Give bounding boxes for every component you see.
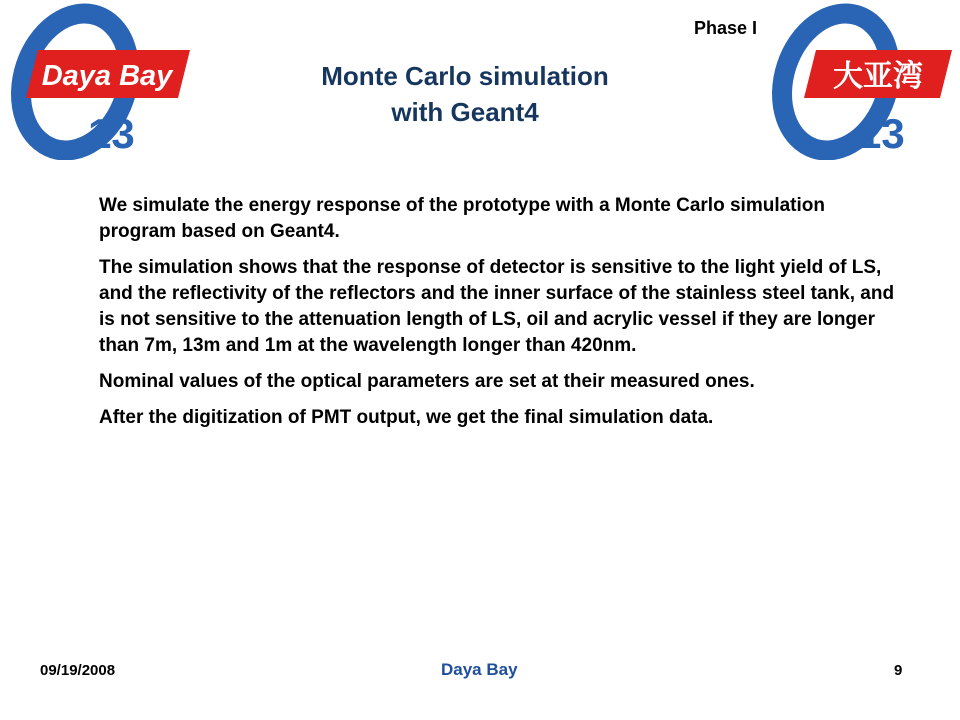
body-paragraph: The simulation shows that the response of detector is sensitive to the light yield of LS, and the reflectivity of the reflectors and the inner surface of the stainless steel tank, and is not sensitive to the attenuation length of LS, oil and acrylic vessel if they are longer than 7m, 13m and 1m at the wavelength longer than 420nm. xyxy=(99,257,895,356)
slide-title-line-2: with Geant4 xyxy=(391,97,539,127)
logo-sub-text: 13 xyxy=(858,110,905,157)
footer-date: 09/19/2008 xyxy=(40,662,116,679)
body-paragraph: We simulate the energy response of the prototype with a Monte Carlo simulation program based on Geant4. xyxy=(99,195,825,242)
daya-bay-logo-left xyxy=(0,0,200,160)
logo-banner-text: Daya Bay xyxy=(41,60,173,92)
theta13-logo-icon xyxy=(0,0,200,160)
page-number: 9 xyxy=(894,662,903,679)
slide-title xyxy=(250,58,680,130)
body-paragraph: Nominal values of the optical parameters are set at their measured ones. xyxy=(99,371,755,392)
daya-bay-logo-right xyxy=(766,0,960,160)
theta13-logo-chinese-icon xyxy=(766,0,960,160)
body-paragraph: After the digitization of PMT output, we get the final simulation data. xyxy=(99,407,714,428)
logo-banner-text: 大亚湾 xyxy=(833,59,923,94)
slide-body xyxy=(99,193,899,441)
footer-center-label: Daya Bay xyxy=(441,660,518,679)
phase-label: Phase I xyxy=(694,18,758,38)
slide-title-line-1: Monte Carlo simulation xyxy=(321,61,609,91)
logo-sub-text: 13 xyxy=(88,110,135,157)
